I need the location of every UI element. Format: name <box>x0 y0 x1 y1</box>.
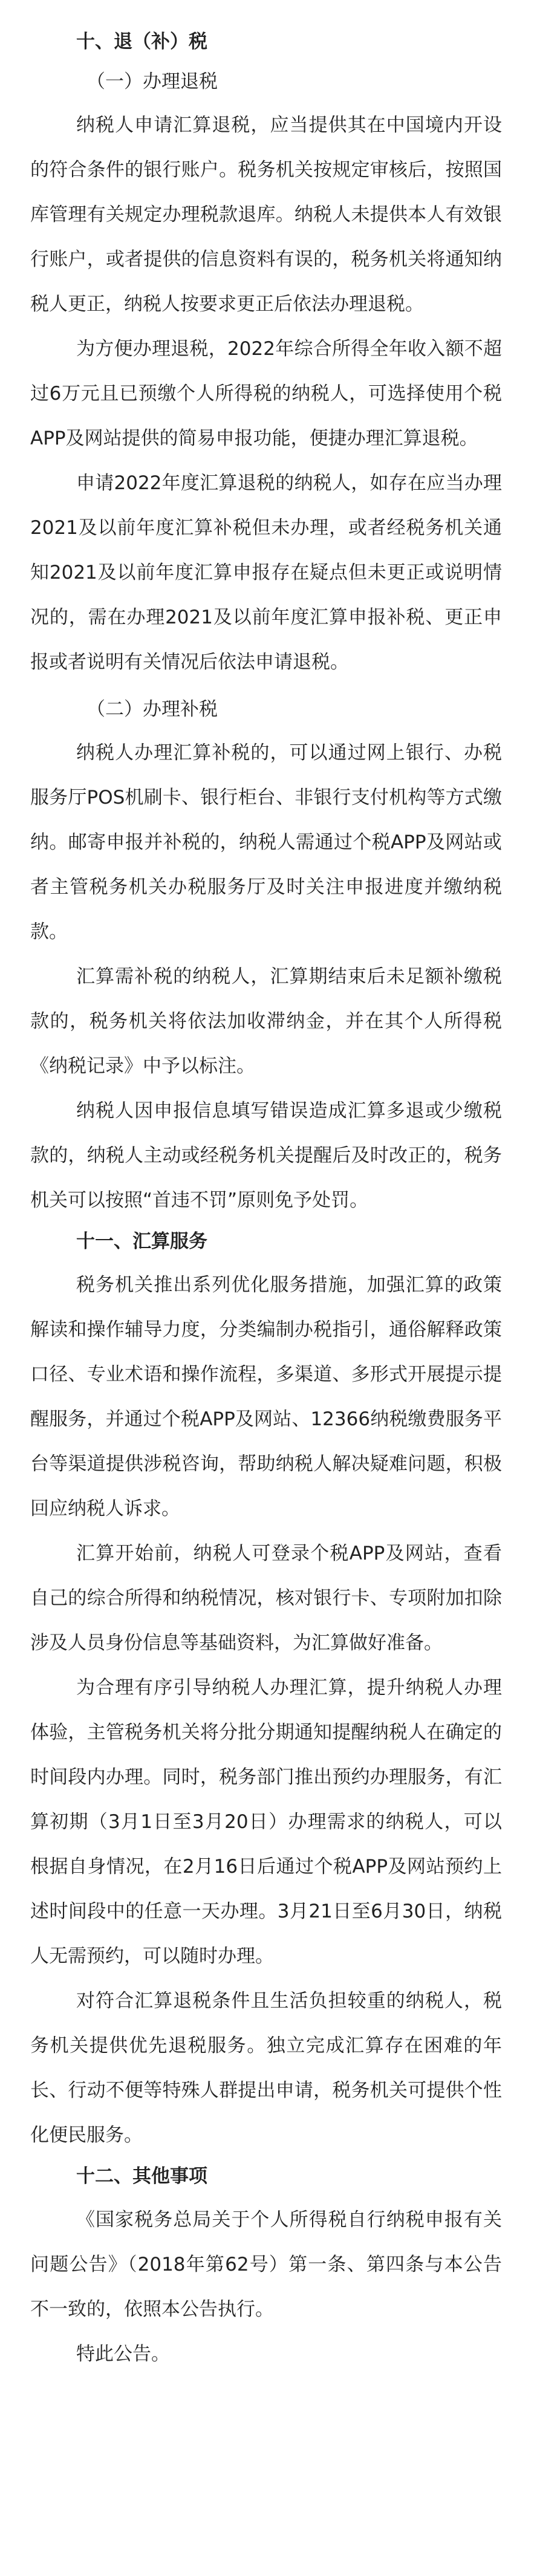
section-11-heading: 十一、汇算服务 <box>76 1231 207 1252</box>
paragraph: 纳税人办理汇算补税的，可以通过网上银行、办税服务厅POS机刷卡、银行柜台、非银行支付机构等方式缴纳。邮寄申报并补税的，纳税人需通过个税APP及网站或者主管税务机关办税服务厅及时关注申报进度并缴纳税款。 <box>30 742 502 943</box>
paragraph: 纳税人因申报信息填写错误造成汇算多退或少缴税款的，纳税人主动或经税务机关提醒后及时改正的，税务机关可以按照“首违不罚”原则免予处罚。 <box>30 1100 502 1211</box>
paragraph: 税务机关推出系列优化服务措施，加强汇算的政策解读和操作辅导力度，分类编制办税指引，通俗解释政策口径、专业术语和操作流程，多渠道、多形式开展提示提醒服务，并通过个税APP及网站、12366纳税缴费服务平台等渠道提供涉税咨询，帮助纳税人解决疑难问题，积极回应纳税人诉求。 <box>30 1274 502 1520</box>
subsection-payment-heading: （二）办理补税 <box>86 698 218 720</box>
paragraph: 为方便办理退税，2022年综合所得全年收入额不超过6万元且已预缴个人所得税的纳税人，可选择使用个税 APP及网站提供的简易申报功能，便捷办理汇算退税。 <box>30 338 502 449</box>
paragraph: 《国家税务总局关于个人所得税自行纳税申报有关问题公告》（2018年第62号）第一条、第四条与本公告不一致的，依照本公告执行。 <box>30 2209 502 2320</box>
section-10-heading: 十、退（补）税 <box>76 31 207 53</box>
paragraph: 汇算需补税的纳税人，汇算期结束后未足额补缴税款的，税务机关将依法加收滞纳金，并在其个人所得税 《纳税记录》中予以标注。 <box>30 966 502 1077</box>
subsection-refund-heading: （一）办理退税 <box>86 71 218 93</box>
section-12-heading: 十二、其他事项 <box>76 2165 207 2187</box>
paragraph: 纳税人申请汇算退税，应当提供其在中国境内开设的符合条件的银行账户。税务机关按规定审核后，按照国库管理有关规定办理税款退库。纳税人未提供本人有效银行账户，或者提供的信息资料有误的，税务机关将通知纳税人更正，纳税人按要求更正后依法办理退税。 <box>30 114 502 315</box>
paragraph: 申请2022年度汇算退税的纳税人，如存在应当办理2021及以前年度汇算补税但未办理，或者经税务机关通知2021及以前年度汇算申报存在疑点但未更正或说明情况的，需在办理2021及以前年度汇算申报补税、更正申报或者说明有关情况后依法申请退税。 <box>30 472 502 673</box>
paragraph: 为合理有序引导纳税人办理汇算，提升纳税人办理体验，主管税务机关将分批分期通知提醒纳税人在确定的时间段内办理。同时，税务部门推出预约办理服务，有汇算初期（3月1日至3月20日）办理需求的纳税人，可以根据自身情况，在2月16日后通过个税APP及网站预约上述时间段中的任意一天办理。3月21日至6月30日，纳税人无需预约，可以随时办理。 <box>30 1677 502 1967</box>
closing-statement: 特此公告。 <box>76 2343 170 2365</box>
paragraph: 汇算开始前，纳税人可登录个税APP及网站，查看自己的综合所得和纳税情况，核对银行卡、专项附加扣除涉及人员身份信息等基础资料，为汇算做好准备。 <box>30 1543 502 1654</box>
paragraph: 对符合汇算退税条件且生活负担较重的纳税人，税务机关提供优先退税服务。独立完成汇算存在困难的年长、行动不便等特殊人群提出申请，税务机关可提供个性化便民服务。 <box>30 1990 502 2146</box>
